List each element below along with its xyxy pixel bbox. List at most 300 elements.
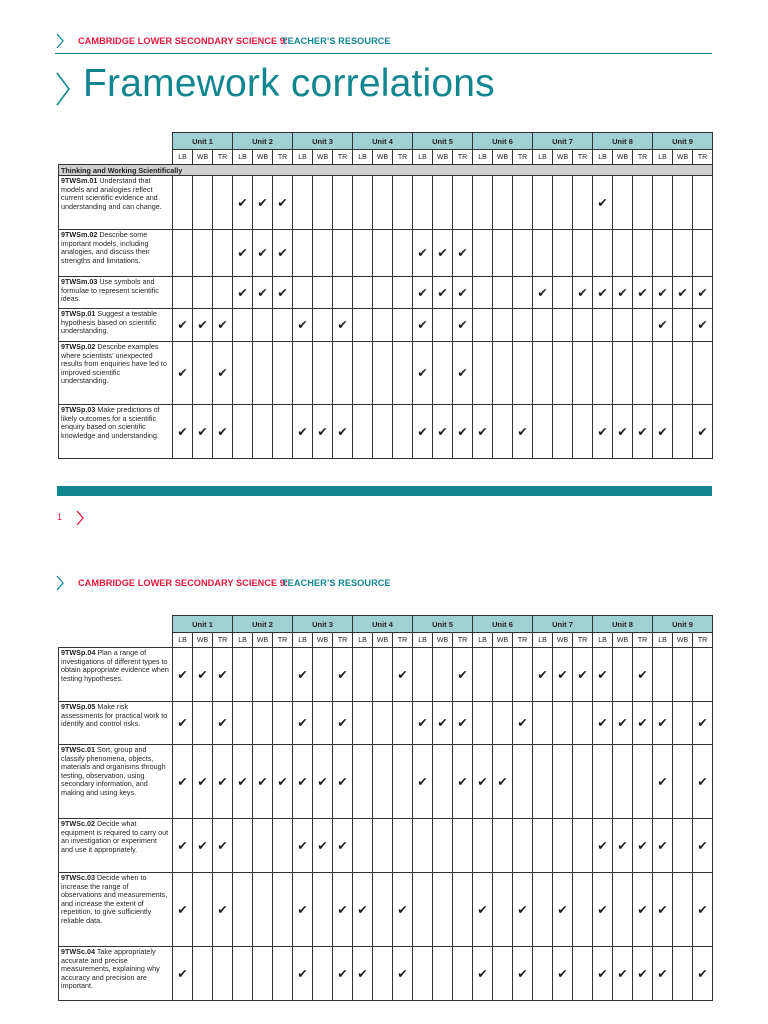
empty-cell xyxy=(413,873,433,947)
check-cell: ✔ xyxy=(633,405,653,459)
check-cell: ✔ xyxy=(193,648,213,702)
objective-code: 9TWSp.05 xyxy=(61,702,96,711)
unit-header: Unit 7 xyxy=(533,133,593,150)
empty-cell xyxy=(253,309,273,342)
check-cell: ✔ xyxy=(173,309,193,342)
header-blank-cell xyxy=(59,616,173,633)
table-row xyxy=(59,405,713,459)
empty-cell xyxy=(273,309,293,342)
empty-cell xyxy=(353,405,373,459)
empty-cell xyxy=(353,819,373,873)
sub-column-header: LB xyxy=(593,633,613,648)
check-cell: ✔ xyxy=(213,819,233,873)
empty-cell xyxy=(273,648,293,702)
sub-column-header: TR xyxy=(393,633,413,648)
unit-header: Unit 5 xyxy=(413,133,473,150)
objective-text: Sort, group and classify phenomena, objects, materials and organisms through testing, observation, using secondary information, and making and using keys. xyxy=(61,745,166,797)
check-cell: ✔ xyxy=(473,947,493,1001)
empty-cell xyxy=(253,819,273,873)
check-cell: ✔ xyxy=(693,819,713,873)
sub-column-header: WB xyxy=(373,150,393,165)
empty-cell xyxy=(493,277,513,309)
sub-column-header: TR xyxy=(333,150,353,165)
check-cell: ✔ xyxy=(633,648,653,702)
empty-cell xyxy=(533,947,553,1001)
check-cell: ✔ xyxy=(293,405,313,459)
check-cell: ✔ xyxy=(693,309,713,342)
empty-cell xyxy=(593,309,613,342)
empty-cell xyxy=(653,176,673,230)
objective-code: 9TWSp.01 xyxy=(61,309,96,318)
unit-header: Unit 7 xyxy=(533,616,593,633)
objective-text: Take appropriately accurate and precise measurements, explaining why accuracy and precision are important. xyxy=(61,947,160,991)
empty-cell xyxy=(593,230,613,277)
sub-column-header: TR xyxy=(213,633,233,648)
empty-cell xyxy=(373,176,393,230)
empty-cell xyxy=(213,230,233,277)
sub-column-header: LB xyxy=(413,150,433,165)
sub-column-header: TR xyxy=(513,633,533,648)
empty-cell xyxy=(653,342,673,405)
empty-cell xyxy=(493,873,513,947)
empty-cell xyxy=(353,277,373,309)
empty-cell xyxy=(433,873,453,947)
check-cell: ✔ xyxy=(233,745,253,819)
objective-code: 9TWSp.03 xyxy=(61,405,96,414)
table-row xyxy=(59,819,713,873)
empty-cell xyxy=(433,309,453,342)
empty-cell xyxy=(433,745,453,819)
check-cell: ✔ xyxy=(553,873,573,947)
check-cell: ✔ xyxy=(233,277,253,309)
check-cell: ✔ xyxy=(453,342,473,405)
empty-cell xyxy=(693,648,713,702)
empty-cell xyxy=(313,176,333,230)
check-cell: ✔ xyxy=(253,745,273,819)
empty-cell xyxy=(353,702,373,745)
empty-cell xyxy=(473,819,493,873)
sub-column-header: WB xyxy=(613,633,633,648)
chevron-right-icon xyxy=(55,72,71,111)
check-cell: ✔ xyxy=(473,405,493,459)
empty-cell xyxy=(433,176,453,230)
objective-code: 9TWSc.02 xyxy=(61,819,95,828)
objective-description xyxy=(59,819,173,873)
sub-column-header: WB xyxy=(313,150,333,165)
sub-column-header: LB xyxy=(653,150,673,165)
unit-header: Unit 3 xyxy=(293,133,353,150)
objective-code: 9TWSc.04 xyxy=(61,947,95,956)
check-cell: ✔ xyxy=(293,745,313,819)
empty-cell xyxy=(513,309,533,342)
empty-cell xyxy=(613,873,633,947)
objective-description xyxy=(59,405,173,459)
empty-cell xyxy=(553,277,573,309)
check-cell: ✔ xyxy=(413,230,433,277)
chevron-right-icon xyxy=(55,575,65,593)
empty-cell xyxy=(673,648,693,702)
objective-description xyxy=(59,309,173,342)
sub-column-header: WB xyxy=(553,150,573,165)
empty-cell xyxy=(213,277,233,309)
empty-cell xyxy=(473,342,493,405)
empty-cell xyxy=(493,176,513,230)
empty-cell xyxy=(493,405,513,459)
empty-cell xyxy=(593,745,613,819)
empty-cell xyxy=(533,819,553,873)
empty-cell xyxy=(573,745,593,819)
empty-cell xyxy=(373,648,393,702)
sub-column-header: WB xyxy=(253,150,273,165)
unit-header: Unit 5 xyxy=(413,616,473,633)
table-row xyxy=(59,745,713,819)
sub-column-header: LB xyxy=(473,633,493,648)
empty-cell xyxy=(633,230,653,277)
check-cell: ✔ xyxy=(393,873,413,947)
sub-column-header: WB xyxy=(253,633,273,648)
objective-description xyxy=(59,873,173,947)
check-cell: ✔ xyxy=(173,873,193,947)
empty-cell xyxy=(373,342,393,405)
series-title: CAMBRIDGE LOWER SECONDARY SCIENCE 9: xyxy=(78,578,289,588)
check-cell: ✔ xyxy=(453,702,473,745)
sub-column-header: LB xyxy=(173,633,193,648)
empty-cell xyxy=(333,277,353,309)
empty-cell xyxy=(573,819,593,873)
empty-cell xyxy=(513,342,533,405)
empty-cell xyxy=(313,277,333,309)
check-cell: ✔ xyxy=(413,745,433,819)
table-row xyxy=(59,176,713,230)
empty-cell xyxy=(613,230,633,277)
chevron-right-icon xyxy=(55,33,65,51)
empty-cell xyxy=(233,873,253,947)
empty-cell xyxy=(653,648,673,702)
check-cell: ✔ xyxy=(353,947,373,1001)
check-cell: ✔ xyxy=(173,745,193,819)
check-cell: ✔ xyxy=(393,947,413,1001)
empty-cell xyxy=(373,947,393,1001)
empty-cell xyxy=(493,819,513,873)
check-cell: ✔ xyxy=(533,277,553,309)
check-cell: ✔ xyxy=(293,648,313,702)
unit-header: Unit 8 xyxy=(593,616,653,633)
check-cell: ✔ xyxy=(333,873,353,947)
empty-cell xyxy=(553,702,573,745)
empty-cell xyxy=(433,648,453,702)
empty-cell xyxy=(373,277,393,309)
objective-code: 9TWSm.03 xyxy=(61,277,98,286)
check-cell: ✔ xyxy=(693,405,713,459)
check-cell: ✔ xyxy=(213,648,233,702)
check-cell: ✔ xyxy=(573,277,593,309)
objective-text: Make risk assessments for practical work to identify and control risks. xyxy=(61,702,168,729)
unit-header: Unit 1 xyxy=(173,616,233,633)
unit-header: Unit 3 xyxy=(293,616,353,633)
check-cell: ✔ xyxy=(593,702,613,745)
check-cell: ✔ xyxy=(233,176,253,230)
check-cell: ✔ xyxy=(173,405,193,459)
check-cell: ✔ xyxy=(313,745,333,819)
empty-cell xyxy=(493,947,513,1001)
empty-cell xyxy=(353,176,373,230)
empty-cell xyxy=(493,648,513,702)
empty-cell xyxy=(233,309,253,342)
check-cell: ✔ xyxy=(453,745,473,819)
check-cell: ✔ xyxy=(633,873,653,947)
series-title: CAMBRIDGE LOWER SECONDARY SCIENCE 9: xyxy=(78,36,289,46)
check-cell: ✔ xyxy=(613,702,633,745)
unit-header: Unit 4 xyxy=(353,616,413,633)
unit-header: Unit 4 xyxy=(353,133,413,150)
objective-description xyxy=(59,947,173,1001)
objective-code: 9TWSc.03 xyxy=(61,873,95,882)
table-row xyxy=(59,873,713,947)
empty-cell xyxy=(493,230,513,277)
check-cell: ✔ xyxy=(473,873,493,947)
empty-cell xyxy=(553,745,573,819)
empty-cell xyxy=(553,230,573,277)
empty-cell xyxy=(613,648,633,702)
check-cell: ✔ xyxy=(593,819,613,873)
objective-text: Suggest a testable hypothesis based on scientific understanding. xyxy=(61,309,157,336)
sub-column-header: TR xyxy=(273,633,293,648)
empty-cell xyxy=(273,342,293,405)
empty-cell xyxy=(293,277,313,309)
empty-cell xyxy=(673,309,693,342)
empty-cell xyxy=(473,702,493,745)
check-cell: ✔ xyxy=(513,405,533,459)
empty-cell xyxy=(633,745,653,819)
empty-cell xyxy=(673,745,693,819)
check-cell: ✔ xyxy=(473,745,493,819)
empty-cell xyxy=(573,342,593,405)
empty-cell xyxy=(393,745,413,819)
empty-cell xyxy=(333,176,353,230)
sub-column-header: TR xyxy=(633,633,653,648)
objective-text: Understand that models and analogies reflect current scientific evidence and understanding and can change. xyxy=(61,176,162,211)
check-cell: ✔ xyxy=(453,277,473,309)
empty-cell xyxy=(193,702,213,745)
objective-description xyxy=(59,277,173,309)
check-cell: ✔ xyxy=(533,648,553,702)
empty-cell xyxy=(473,277,493,309)
sub-column-header: WB xyxy=(553,633,573,648)
check-cell: ✔ xyxy=(653,947,673,1001)
empty-cell xyxy=(253,873,273,947)
empty-cell xyxy=(533,745,553,819)
empty-cell xyxy=(413,819,433,873)
table-row xyxy=(59,947,713,1001)
empty-cell xyxy=(473,309,493,342)
check-cell: ✔ xyxy=(213,745,233,819)
objective-code: 9TWSp.04 xyxy=(61,648,96,657)
sub-column-header: TR xyxy=(693,633,713,648)
page-title: Framework correlations xyxy=(83,62,495,105)
objective-text: Decide when to increase the range of observations and measurements, and increase the extent of repetition, to give sufficiently reliable data. xyxy=(61,873,168,925)
check-cell: ✔ xyxy=(293,819,313,873)
empty-cell xyxy=(233,702,253,745)
empty-cell xyxy=(693,342,713,405)
sub-column-header: LB xyxy=(473,150,493,165)
empty-cell xyxy=(533,309,553,342)
objective-code: 9TWSm.02 xyxy=(61,230,98,239)
empty-cell xyxy=(673,947,693,1001)
empty-cell xyxy=(233,819,253,873)
empty-cell xyxy=(513,648,533,702)
check-cell: ✔ xyxy=(193,309,213,342)
check-cell: ✔ xyxy=(213,873,233,947)
empty-cell xyxy=(233,342,253,405)
empty-cell xyxy=(353,309,373,342)
check-cell: ✔ xyxy=(413,342,433,405)
empty-cell xyxy=(573,309,593,342)
check-cell: ✔ xyxy=(653,309,673,342)
empty-cell xyxy=(453,819,473,873)
empty-cell xyxy=(653,230,673,277)
check-cell: ✔ xyxy=(693,873,713,947)
empty-cell xyxy=(193,176,213,230)
empty-cell xyxy=(453,176,473,230)
check-cell: ✔ xyxy=(413,405,433,459)
page-number: 1 xyxy=(57,512,63,522)
check-cell: ✔ xyxy=(653,745,673,819)
table-row xyxy=(59,277,713,309)
empty-cell xyxy=(673,819,693,873)
check-cell: ✔ xyxy=(273,176,293,230)
sub-column-header: WB xyxy=(193,150,213,165)
chevron-right-icon xyxy=(75,510,85,531)
empty-cell xyxy=(373,819,393,873)
check-cell: ✔ xyxy=(633,277,653,309)
check-cell: ✔ xyxy=(613,277,633,309)
empty-cell xyxy=(293,230,313,277)
check-cell: ✔ xyxy=(213,405,233,459)
empty-cell xyxy=(393,309,413,342)
empty-cell xyxy=(273,947,293,1001)
table-row xyxy=(59,648,713,702)
sub-column-header: TR xyxy=(213,150,233,165)
empty-cell xyxy=(573,230,593,277)
empty-cell xyxy=(413,947,433,1001)
sub-column-header: WB xyxy=(613,150,633,165)
check-cell: ✔ xyxy=(253,230,273,277)
empty-cell xyxy=(413,648,433,702)
objective-text: Make predictions of likely outcomes for a scientific enquiry based on scientific knowledge and understanding. xyxy=(61,405,160,440)
table-row xyxy=(59,702,713,745)
empty-cell xyxy=(493,342,513,405)
empty-cell xyxy=(193,342,213,405)
empty-cell xyxy=(473,230,493,277)
empty-cell xyxy=(313,947,333,1001)
empty-cell xyxy=(633,309,653,342)
check-cell: ✔ xyxy=(613,947,633,1001)
sub-column-header: LB xyxy=(233,633,253,648)
empty-cell xyxy=(513,176,533,230)
check-cell: ✔ xyxy=(613,819,633,873)
check-cell: ✔ xyxy=(673,277,693,309)
empty-cell xyxy=(273,873,293,947)
empty-cell xyxy=(513,745,533,819)
objective-description xyxy=(59,342,173,405)
empty-cell xyxy=(193,277,213,309)
header-blank-cell xyxy=(59,150,173,165)
header-blank-cell xyxy=(59,133,173,150)
check-cell: ✔ xyxy=(333,819,353,873)
check-cell: ✔ xyxy=(653,405,673,459)
empty-cell xyxy=(573,947,593,1001)
empty-cell xyxy=(533,702,553,745)
check-cell: ✔ xyxy=(453,309,473,342)
empty-cell xyxy=(193,947,213,1001)
empty-cell xyxy=(673,873,693,947)
empty-cell xyxy=(373,702,393,745)
check-cell: ✔ xyxy=(593,277,613,309)
check-cell: ✔ xyxy=(273,745,293,819)
table-row xyxy=(59,230,713,277)
sub-column-header: TR xyxy=(273,150,293,165)
empty-cell xyxy=(233,947,253,1001)
check-cell: ✔ xyxy=(693,947,713,1001)
check-cell: ✔ xyxy=(293,947,313,1001)
sub-column-header: TR xyxy=(453,150,473,165)
sub-column-header: LB xyxy=(533,150,553,165)
empty-cell xyxy=(373,745,393,819)
empty-cell xyxy=(253,648,273,702)
check-cell: ✔ xyxy=(593,947,613,1001)
check-cell: ✔ xyxy=(633,702,653,745)
check-cell: ✔ xyxy=(433,277,453,309)
empty-cell xyxy=(253,405,273,459)
empty-cell xyxy=(253,947,273,1001)
objective-text: Decide what equipment is required to carry out an investigation or experiment and use it appropriately. xyxy=(61,819,169,854)
check-cell: ✔ xyxy=(253,277,273,309)
empty-cell xyxy=(353,745,373,819)
framework-table-part2 xyxy=(58,615,713,1001)
empty-cell xyxy=(573,405,593,459)
sub-column-header: WB xyxy=(433,633,453,648)
empty-cell xyxy=(313,648,333,702)
check-cell: ✔ xyxy=(493,745,513,819)
sub-column-header: WB xyxy=(373,633,393,648)
empty-cell xyxy=(513,277,533,309)
empty-cell xyxy=(473,648,493,702)
check-cell: ✔ xyxy=(333,702,353,745)
check-cell: ✔ xyxy=(593,176,613,230)
check-cell: ✔ xyxy=(593,648,613,702)
check-cell: ✔ xyxy=(293,873,313,947)
empty-cell xyxy=(613,309,633,342)
check-cell: ✔ xyxy=(653,873,673,947)
check-cell: ✔ xyxy=(413,277,433,309)
empty-cell xyxy=(173,230,193,277)
empty-cell xyxy=(673,230,693,277)
empty-cell xyxy=(373,230,393,277)
check-cell: ✔ xyxy=(513,702,533,745)
empty-cell xyxy=(533,230,553,277)
empty-cell xyxy=(333,342,353,405)
empty-cell xyxy=(313,702,333,745)
objective-description xyxy=(59,230,173,277)
objective-description xyxy=(59,745,173,819)
check-cell: ✔ xyxy=(273,277,293,309)
check-cell: ✔ xyxy=(333,405,353,459)
empty-cell xyxy=(353,648,373,702)
sub-column-header: WB xyxy=(193,633,213,648)
empty-cell xyxy=(513,819,533,873)
check-cell: ✔ xyxy=(333,309,353,342)
sub-column-header: WB xyxy=(493,150,513,165)
